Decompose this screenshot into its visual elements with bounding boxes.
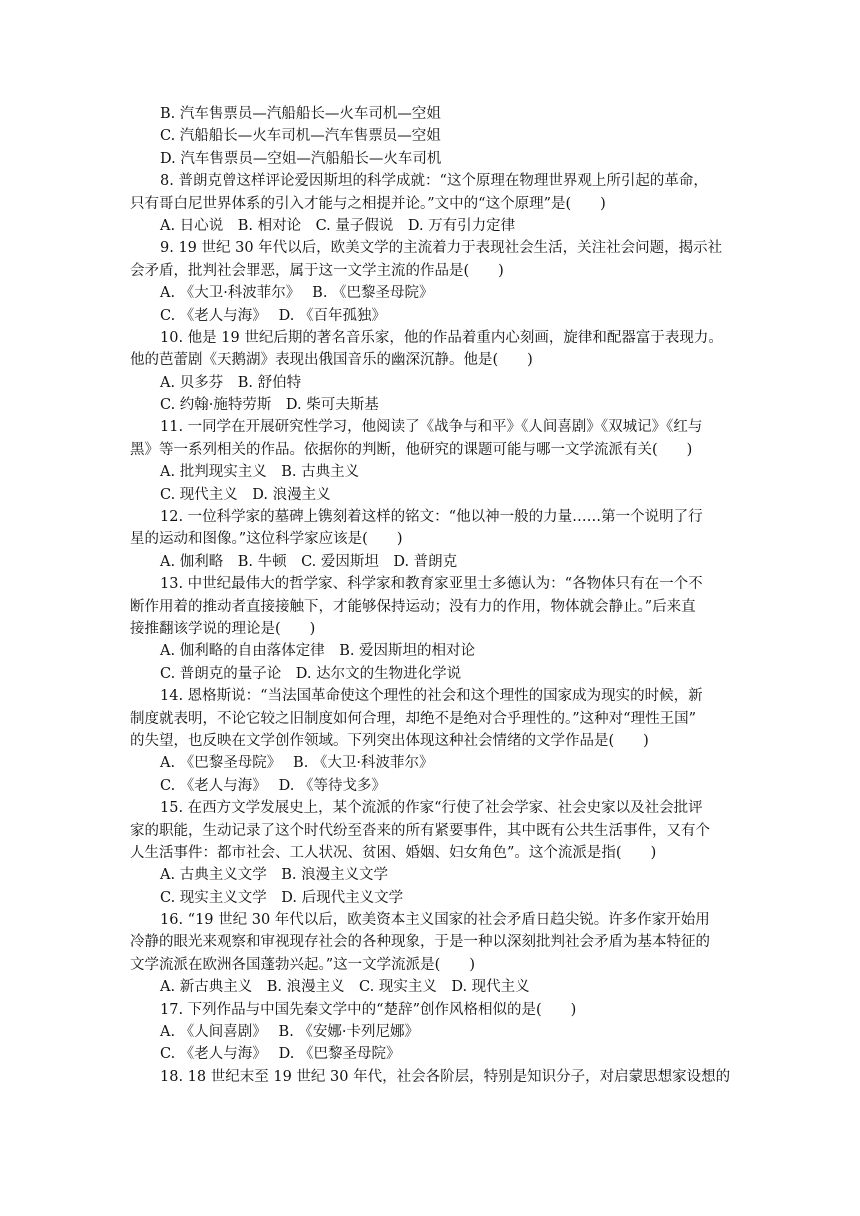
text-line: 16. “19 世纪 30 年代以后，欧美资本主义国家的社会矛盾日趋尖锐。许多作家开始用 [160,912,710,929]
text-line: 制度就表明，不论它较之旧制度如何合理，却绝不是绝对合乎理性的。”这种对“理性王国” [130,710,696,727]
text-line: A. 日心说 B. 相对论 C. 量子假说 D. 万有引力定律 [160,217,516,234]
text-line: A. 《大卫·科波菲尔》 B. 《巴黎圣母院》 [160,285,434,302]
text-line: 15. 在西方文学发展史上，某个流派的作家“行使了社会学家、社会史家以及社会批评 [160,800,703,817]
text-line: A. 古典主义文学 B. 浪漫主义文学 [160,867,389,884]
text-line: C. 现代主义 D. 浪漫主义 [160,486,331,503]
document-page [130,103,740,1088]
text-line: C. 《老人与海》 D. 《等待戈多》 [160,777,386,794]
text-line: 14. 恩格斯说：“当法国革命使这个理性的社会和这个理性的国家成为现实的时候，新 [160,688,703,705]
text-line: A. 《巴黎圣母院》 B. 《大卫·科波菲尔》 [160,755,434,772]
text-line: 11. 一同学在开展研究性学习，他阅读了《战争与和平》《人间喜剧》《双城记》《红与 [160,419,703,436]
text-line: 会矛盾，批判社会罪恶，属于这一文学主流的作品是( ) [130,262,504,279]
text-line: C. 普朗克的量子论 D. 达尔文的生物进化学说 [160,665,462,682]
text-line: B. 汽车售票员—汽船船长—火车司机—空姐 [160,106,441,122]
text-line: C. 约翰·施特劳斯 D. 柴可夫斯基 [160,397,379,414]
text-line: 9. 19 世纪 30 年代以后，欧美文学的主流着力于表现社会生活，关注社会问题，揭示社 [160,240,723,257]
text-line: 8. 普朗克曾这样评论爱因斯坦的科学成就：“这个原理在物理世界观上所引起的革命， [160,173,708,190]
text-line: C. 汽船船长—火车司机—汽车售票员—空姐 [160,128,441,145]
text-line: A. 批判现实主义 B. 古典主义 [160,464,360,481]
text-line: 的失望，也反映在文学创作领域。下列突出体现这种社会情绪的文学作品是( ) [130,732,649,749]
text-line: 冷静的眼光来观察和审视现存社会的各种现象，于是一种以深刻批判社会矛盾为基本特征的 [130,934,710,951]
text-line: 12. 一位科学家的墓碑上镌刻着这样的铭文：“他以神一般的力量……第一个说明了行 [160,509,703,526]
text-line: A. 《人间喜剧》 B. 《安娜·卡列尼娜》 [160,1024,420,1041]
text-line: C. 现实主义文学 D. 后现代主义文学 [160,889,404,906]
text-line: 文学流派在欧洲各国蓬勃兴起。”这一文学流派是( ) [130,956,475,973]
text-line: C. 《老人与海》 D. 《百年孤独》 [160,307,386,324]
text-line: A. 伽利略 B. 牛顿 C. 爱因斯坦 D. 普朗克 [160,553,458,570]
text-line: C. 《老人与海》 D. 《巴黎圣母院》 [160,1046,401,1063]
text-line: A. 新古典主义 B. 浪漫主义 C. 现实主义 D. 现代主义 [160,979,530,996]
text-line: 黑》等一系列相关的作品。依据你的判断，他研究的课题可能与哪一文学流派有关( ) [130,441,693,458]
text-line: 13. 中世纪最伟大的哲学家、科学家和教育家亚里士多德认为：“各物体只有在一个不 [160,576,703,593]
text-line: A. 贝多芬 B. 舒伯特 [160,374,302,391]
text-line: 10. 他是 19 世纪后期的著名音乐家，他的作品着重内心刻画，旋律和配器富于表现力。 [160,329,723,346]
text-line: 17. 下列作品与中国先秦文学中的“楚辞”创作风格相似的是( ) [160,1001,577,1018]
text-line: 人生活事件：都市社会、工人状况、贫困、婚姻、妇女角色”。这个流派是指( ) [130,844,657,861]
text-line: 星的运动和图像。”这位科学家应该是( ) [130,531,403,548]
text-line: 只有哥白尼世界体系的引入才能与之相提并论。”文中的“这个原理”是( ) [130,195,606,212]
text-line: 断作用着的推动者直接接触下，才能够保持运动；没有力的作用，物体就会静止。”后来直 [130,598,696,615]
text-line: D. 汽车售票员—空姐—汽船船长—火车司机 [160,150,442,167]
text-line: 接推翻该学说的理论是( ) [130,620,316,637]
text-line: 18. 18 世纪末至 19 世纪 30 年代，社会各阶层，特别是知识分子，对启蒙思想家设想的 [160,1068,731,1085]
text-line: 他的芭蕾剧《天鹅湖》表现出俄国音乐的幽深沉静。他是( ) [130,352,533,369]
text-line: A. 伽利略的自由落体定律 B. 爱因斯坦的相对论 [160,643,476,660]
text-line: 家的职能，生动记录了这个时代纷至沓来的所有紧要事件，其中既有公共生活事件，又有个 [130,822,710,839]
